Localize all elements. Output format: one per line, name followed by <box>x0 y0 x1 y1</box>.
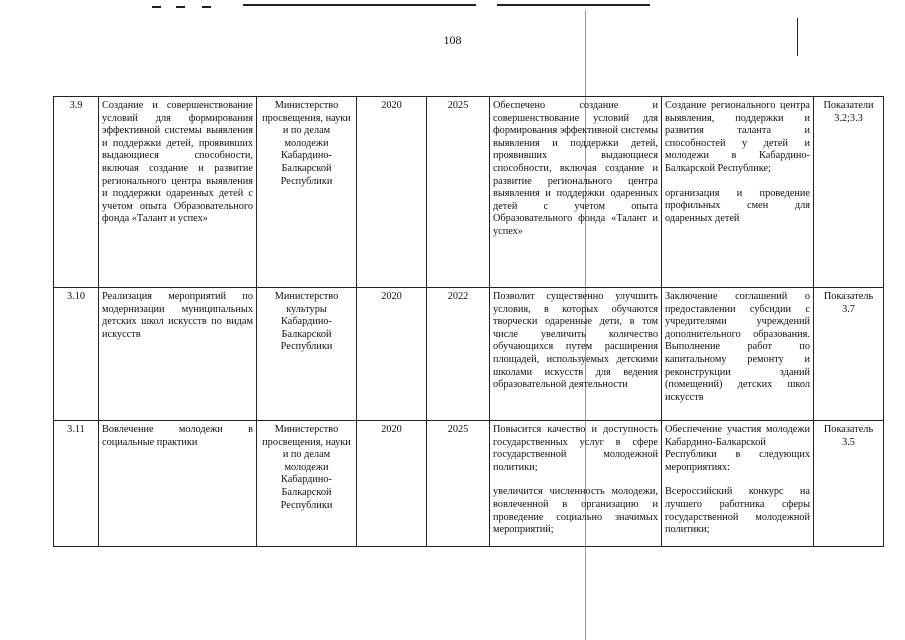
cell-measure: Реализация мероприятий по модернизации муниципальных детских школ искусств по видам искусств <box>99 288 257 421</box>
cell-directions <box>662 288 814 421</box>
directions-paragraph: Создание регионального центра выявления, поддержки и развития таланта и способностей у детей и молодежи в Кабардино-Балкарской Республике; <box>665 100 810 174</box>
cell-directions <box>662 421 814 547</box>
cell-number: 3.10 <box>54 288 99 421</box>
program-measures-table <box>53 96 884 547</box>
scan-mark-top-dashes-1 <box>152 6 161 8</box>
page-number: 108 <box>443 33 462 47</box>
table-row <box>54 97 884 288</box>
cell-indicator: Показатель 3.7 <box>814 288 884 421</box>
cell-directions <box>662 97 814 288</box>
cell-number: 3.9 <box>54 97 99 288</box>
result-paragraph: Повысится качество и доступность государственных услуг в сфере государственной молодежной политики; <box>493 424 658 473</box>
cell-expected-result <box>490 288 662 421</box>
cell-start-year: 2020 <box>357 421 427 547</box>
result-paragraph: Обеспечено создание и совершенствование условий для формирования эффективной системы выявления и поддержки детей, проявивших выдающиеся способности, включая создание и развитие регионального центра выявления и поддержки одаренных детей с учетом опыта Образовательного фонда «Талант и успех» <box>493 100 658 237</box>
cell-expected-result <box>490 421 662 547</box>
directions-paragraph: Всероссийский конкурс на лучшего работника сферы государственной молодежной политики; <box>665 486 810 536</box>
scan-mark-top-dashes-3 <box>202 6 211 8</box>
table-row <box>54 421 884 547</box>
cell-indicator: Показатель 3.5 <box>814 421 884 547</box>
directions-paragraph: Обеспечение участия молодежи Кабардино-Балкарской Республики в следующих мероприятиях: <box>665 424 810 473</box>
cell-end-year: 2025 <box>427 421 490 547</box>
cell-indicator: Показатели 3.2;3.3 <box>814 97 884 288</box>
cell-start-year: 2020 <box>357 288 427 421</box>
cell-end-year: 2025 <box>427 97 490 288</box>
result-paragraph: Позволит существенно улучшить условия, в которых обучаются творчески одаренные дети, в том числе увеличить количество обучающихся путем расширения площадей, используемых детскими школами искусств для ведения образовательной деятельности <box>493 291 658 391</box>
cell-number: 3.11 <box>54 421 99 547</box>
result-paragraph: увеличится численность молодежи, вовлеченной в организацию и проведение социально значимых мероприятий; <box>493 486 658 536</box>
scan-mark-top-line-2 <box>497 4 650 6</box>
cell-start-year: 2020 <box>357 97 427 288</box>
scan-mark-top-dashes-2 <box>176 6 185 8</box>
cell-executor: Министерство просвещения, науки и по делам молодежи Кабардино-Балкарской Республики <box>257 421 357 547</box>
cell-end-year: 2022 <box>427 288 490 421</box>
cell-measure: Вовлечение молодежи в социальные практики <box>99 421 257 547</box>
cell-executor: Министерство культуры Кабардино-Балкарской Республики <box>257 288 357 421</box>
cell-expected-result <box>490 97 662 288</box>
scan-mark-top-line-1 <box>243 4 476 6</box>
table-row <box>54 288 884 421</box>
cell-executor: Министерство просвещения, науки и по делам молодежи Кабардино-Балкарской Республики <box>257 97 357 288</box>
directions-paragraph: организация и проведение профильных смен для одаренных детей <box>665 187 810 224</box>
directions-paragraph: Заключение соглашений о предоставлении субсидии с учредителями учреждений дополнительного образования. Выполнение работ по капитальному ремонту и реконструкции зданий (помещений) детских школ искусств <box>665 291 810 403</box>
cell-measure: Создание и совершенствование условий для формирования эффективной системы выявления и поддержки детей, проявивших выдающиеся способности, включая создание и развитие регионального центра выявления и поддержки одаренных детей с учетом опыта Образовательного фонда «Талант и успех» <box>99 97 257 288</box>
